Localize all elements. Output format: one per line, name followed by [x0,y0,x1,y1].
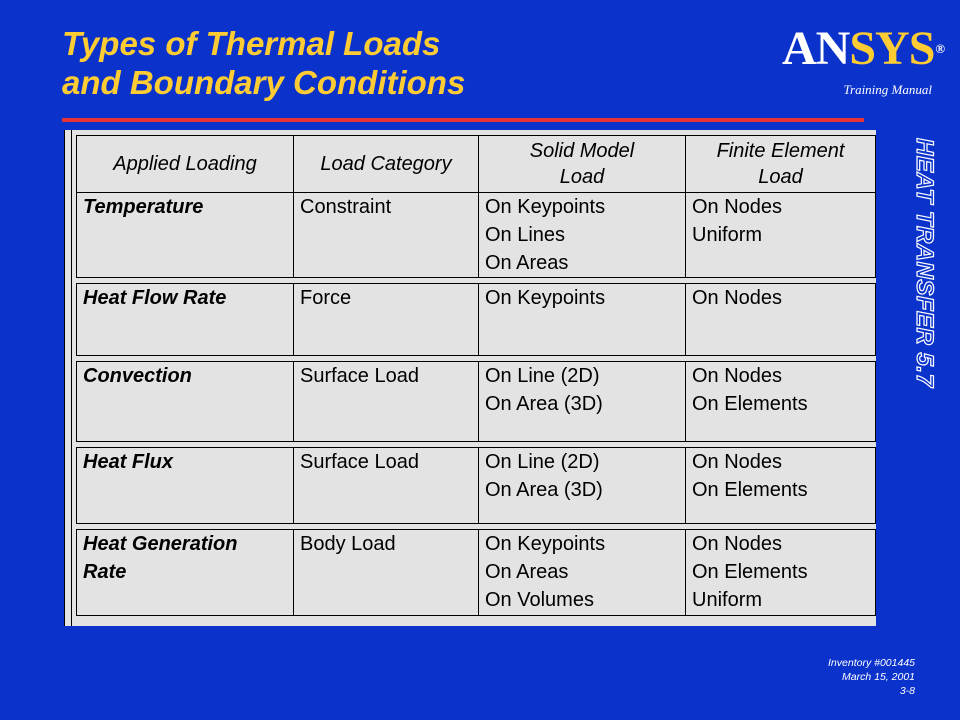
side-section-label: HEAT TRANSFER 5.7 [911,138,938,388]
cell-finite-element-load: On Nodes On Elements Uniform [686,530,876,616]
footer-date: March 15, 2001 [842,671,915,683]
cell-solid-model-load: On Keypoints On Areas On Volumes [479,530,686,616]
table-header-row [77,136,876,193]
cell-load-category: Force [294,284,479,356]
logo-text-an: AN [782,22,850,75]
title-underline [62,118,864,122]
header-finite-element-load: Finite Element Load [686,136,876,193]
header-load-category: Load Category [294,136,479,193]
title-line-2: and Boundary Conditions [62,64,466,101]
cell-finite-element-load: On Nodes Uniform [686,193,876,278]
slide-footer [828,656,915,698]
cell-solid-model-load: On Keypoints [479,284,686,356]
cell-solid-model-load: On Keypoints On Lines On Areas [479,193,686,278]
cell-load-category: Surface Load [294,448,479,524]
cell-applied-loading: Convection [77,362,294,442]
inventory-number: Inventory #001445 [828,657,915,669]
thermal-loads-table [76,135,876,616]
panel-left-rule [64,130,65,626]
registered-mark: ® [935,41,945,56]
cell-load-category: Surface Load [294,362,479,442]
page-number: 3-8 [899,685,915,697]
ansys-logo-area [782,16,946,98]
title-line-1: Types of Thermal Loads [62,25,441,62]
table-row [77,448,876,524]
training-manual-label: Training Manual [843,82,932,97]
table-row [77,362,876,442]
cell-applied-loading: Temperature [77,193,294,278]
cell-finite-element-load: On Nodes [686,284,876,356]
header-applied-loading: Applied Loading [77,136,294,193]
cell-load-category: Body Load [294,530,479,616]
cell-finite-element-load: On Nodes On Elements [686,448,876,524]
cell-applied-loading: Heat Flux [77,448,294,524]
cell-load-category: Constraint [294,193,479,278]
slide-title [62,24,465,102]
cell-applied-loading: Heat Flow Rate [77,284,294,356]
logo-text-sys: SYS [849,22,935,75]
table-row [77,530,876,616]
cell-applied-loading: Heat Generation Rate [77,530,294,616]
panel-left-rule-inner [71,130,72,626]
table-row [77,284,876,356]
cell-solid-model-load: On Line (2D) On Area (3D) [479,362,686,442]
header-solid-model-load: Solid Model Load [479,136,686,193]
cell-solid-model-load: On Line (2D) On Area (3D) [479,448,686,524]
ansys-logo [782,24,944,74]
loads-table-panel [64,130,876,626]
table-row [77,193,876,278]
cell-finite-element-load: On Nodes On Elements [686,362,876,442]
